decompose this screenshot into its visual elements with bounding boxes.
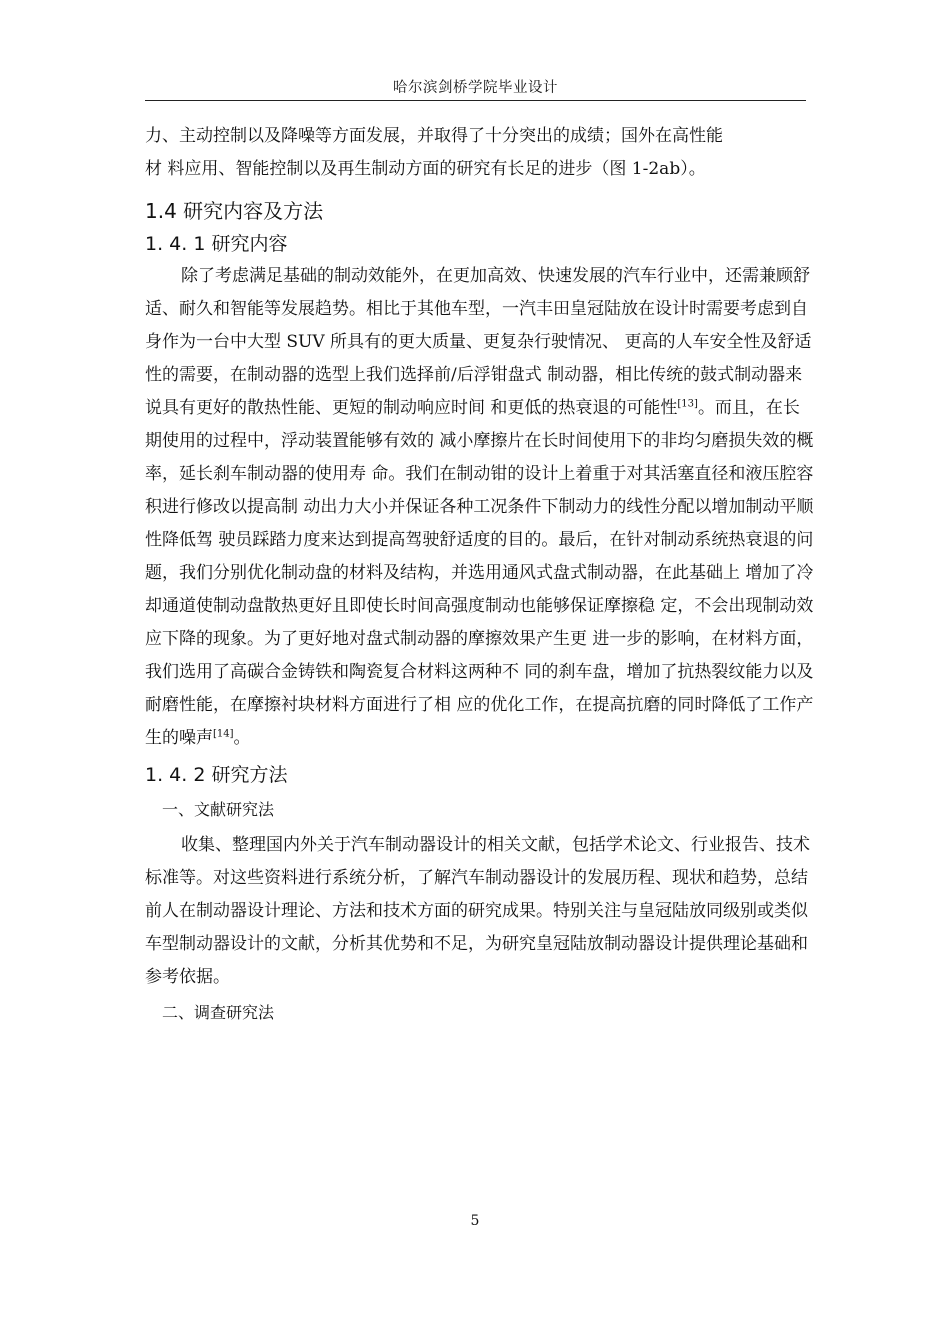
page-header: 哈尔滨剑桥学院毕业设计: [393, 80, 558, 96]
method-1-paragraph: 收集、整理国内外关于汽车制动器设计的相关文献，包括学术论文、行业报告、技术标准等。对这些资料进行系统分析，了解汽车制动器设计的发展历程、现状和趋势，总结前人在制动器设计理论、方法和技术方面的研究成果。特别关注与皇冠陆放同级别或类似车型制动器设计的文献，分析其优势和不足，为研究皇冠陆放制动器设计提供理论基础和参考依据。: [145, 835, 810, 987]
page-number: 5: [470, 1213, 480, 1229]
section-heading-1-4: 1.4 研究内容及方法: [145, 199, 324, 223]
continued-paragraph: [145, 120, 815, 186]
citation-14: [14]: [213, 728, 234, 740]
research-content-text-2: 。而且，在长期使用的过程中，浮动装置能够有效的 减小摩擦片在长时间使用下的非均匀磨损失效的概率，延长刹车制动器的使用寿 命。我们在制动钳的设计上着重于对其活塞直径和液压腔容积进行修改以提高制 动出力大小并保证各种工况条件下制动力的线性分配以增加制动平顺性降低驾 驶员踩踏力度来达到提高驾驶舒适度的目的。最后，在针对制动系统热衰退的问 题，我们分别优化制动盘的材料及结构，并选用通风式盘式制动器，在此基础上 增加了冷却通道使制动盘散热更好且即使长时间高强度制动也能够保证摩擦稳 定，不会出现制动效应下降的现象。为了更好地对盘式制动器的摩擦效果产生更 进一步的影响，在材料方面，我们选用了高碳合金铸铁和陶瓷复合材料这两种不 同的刹车盘，增加了抗热裂纹能力以及耐磨性能，在摩擦衬块材料方面进行了相 应的优化工作，在提高抗磨的同时降低了工作产生的噪声: [145, 398, 814, 748]
method-2-heading: 二、调查研究法: [162, 1003, 275, 1022]
header-rule: [145, 100, 806, 101]
continued-line-1: 力、主动控制以及降噪等方面发展，并取得了十分突出的成绩；国外在高性能: [145, 126, 723, 146]
research-content-text-end: 。: [233, 728, 251, 748]
research-content-paragraph: [145, 260, 815, 755]
section-heading-1-4-1: 1. 4. 1 研究内容: [145, 233, 288, 255]
citation-13: [13]: [677, 398, 698, 410]
method-1-heading: 一、文献研究法: [162, 800, 275, 819]
section-heading-1-4-2: 1. 4. 2 研究方法: [145, 764, 288, 786]
continued-line-2: 材 料应用、智能控制以及再生制动方面的研究有长足的进步（图 1-2ab）。: [145, 159, 706, 179]
research-content-text-1: 除了考虑满足基础的制动效能外，在更加高效、快速发展的汽车行业中，还需兼顾舒适、耐久和智能等发展趋势。相比于其他车型，一汽丰田皇冠陆放在设计时需要考虑到自身作为一台中大型 SUV 所具有的更大质量、更复杂行驶情况、 更高的人车安全性及舒适性的需要，在制动器的选型上我们选择前/后浮钳盘式 制动器，相比传统的鼓式制动器来说具有更好的散热性能、更短的制动响应时间 和更低的热衰退的可能性: [145, 266, 812, 418]
document-body: [145, 120, 815, 1032]
